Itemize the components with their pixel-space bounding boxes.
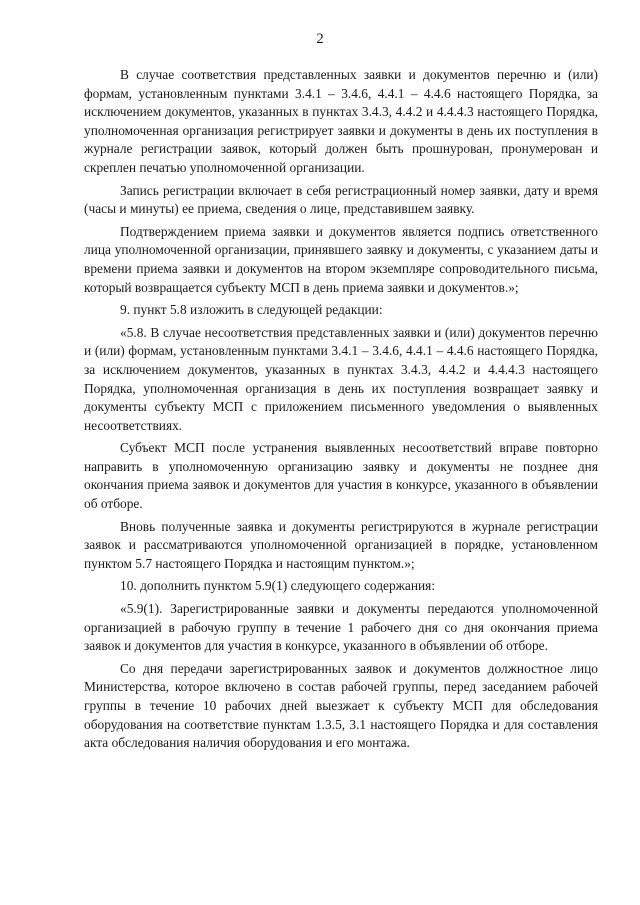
paragraph-registration-record: Запись регистрации включает в себя регистрационный номер заявки, дату и время (часы и минуты) ее приема, сведения о лице, представившем заявку. xyxy=(84,182,598,217)
paragraph-item-10: 10. дополнить пунктом 5.9(1) следующего содержания: xyxy=(120,578,436,594)
page-number: 2 xyxy=(316,31,324,47)
paragraph-inspection: Со дня передачи зарегистрированных заявок и документов должностное лицо Министерства, которое включено в состав рабочей группы, перед заседанием рабочей группы в течение 10 рабочих дней выезжает к субъекту МСП для обследования оборудования на соответствие пунктам 1.3.5, 3.1 настоящего Порядка и для составления акта обследования наличия оборудования и его монтажа. xyxy=(84,660,598,751)
paragraph-resubmission: Субъект МСП после устранения выявленных несоответствий вправе повторно направить в уполномоченную организацию заявку и документы не позднее дня окончания приема заявок и документов для участия в конкурсе, указанного в объявлении об отборе. xyxy=(84,440,598,512)
paragraph-clause-5-9-1: «5.9(1). Зарегистрированные заявки и документы передаются уполномоченной организацией в рабочую группу в течение 1 рабочего дня со дня окончания приема заявок и документов для участия в конкурсе, указанного в объявлении об отборе. xyxy=(84,601,598,654)
paragraph-clause-5-8: «5.8. В случае несоответствия представленных заявки и (или) документов перечню и (или) формам, установленным пунктами 3.4.1 – 3.4.6, 4.4.1 – 4.4.6 настоящего Порядка, за исключением документов, указанных в пунктах 3.4.3, 4.4.2 и 4.4.4.3 настоящего Порядка, уполномоченная организация в день их поступления возвращает заявку и документы субъекту МСП с приложением письменного уведомления о выявленных несоответствиях. xyxy=(84,324,598,433)
paragraph-registration: В случае соответствия представленных заявки и документов перечню и (или) формам, установленным пунктами 3.4.1 – 3.4.6, 4.4.1 – 4.4.6 настоящего Порядка, за исключением документов, указанных в пунктах 3.4.3, 4.4.2 и 4.4.4.3 настоящего Порядка, уполномоченная организация регистрирует заявки и документы в день их поступления в журнале регистрации заявок, который должен быть прошнурован, пронумерован и скреплен печатью уполномоченной организации. xyxy=(84,67,598,175)
document-body xyxy=(84,66,598,757)
paragraph-item-9: 9. пункт 5.8 изложить в следующей редакции: xyxy=(120,302,383,318)
paragraph-confirmation: Подтверждением приема заявки и документов является подпись ответственного лица уполномоченной организации, принявшего заявку и документы, с указанием даты и времени приема заявки и документов на втором экземпляре сопроводительного письма, который возвращается субъекту МСП в день приема заявки и документов.»; xyxy=(84,223,598,295)
paragraph-new-registration: Вновь полученные заявка и документы регистрируются в журнале регистрации заявок и рассматриваются уполномоченной организацией в порядке, установленном пунктом 5.7 настоящего Порядка и настоящим пунктом.»; xyxy=(84,518,598,571)
